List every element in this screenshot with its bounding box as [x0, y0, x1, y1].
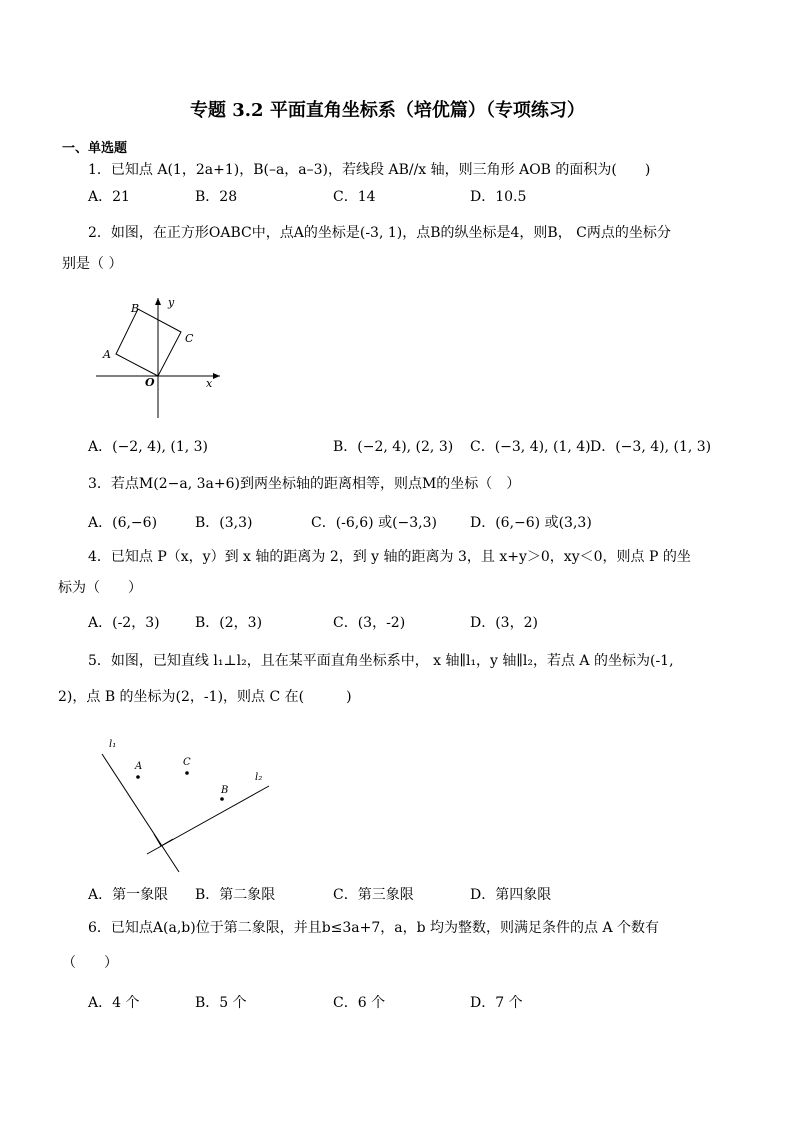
label-l2: l₂ — [255, 772, 263, 783]
q6-option-c[interactable]: C．6 个 — [333, 995, 386, 1011]
label-l1: l₁ — [109, 739, 117, 750]
question-3-text: 3．若点M(2−a, 3a+6)到两坐标轴的距离相等，则点M的坐标（ ） — [88, 476, 521, 492]
q2-option-d[interactable]: D．(−3, 4), (1, 3) — [590, 439, 712, 455]
q6-option-d[interactable]: D．7 个 — [470, 995, 523, 1011]
q3-option-d[interactable]: D．(6,−6) 或(3,3) — [470, 515, 592, 531]
q5-option-b[interactable]: B．第二象限 — [195, 887, 276, 903]
label-a: A — [103, 348, 111, 361]
q3-option-a[interactable]: A．(6,−6) — [88, 515, 158, 531]
question-6-line-2: （ ） — [62, 955, 118, 971]
q6-option-b[interactable]: B．5 个 — [195, 995, 247, 1011]
q4-option-c[interactable]: C．(3，-2) — [333, 615, 406, 631]
question-6-line-1: 6．已知点A(a,b)位于第二象限，并且b≤3a+7，a，b 均为整数，则满足条件的点 A 个数有 — [88, 920, 660, 936]
question-5-line-1: 5．如图，已知直线 l₁⊥l₂，且在某平面直角坐标系中， x 轴∥l₁，y 轴∥l₂，若点 A 的坐标为(-1, — [88, 653, 674, 669]
question-4-line-2: 标为（ ） — [58, 580, 142, 596]
q2-option-c[interactable]: C．(−3, 4), (1, 4) — [470, 439, 591, 455]
q1-option-c[interactable]: C．14 — [333, 189, 376, 205]
label-x-axis: x — [206, 377, 213, 390]
q3-option-b[interactable]: B．(3,3) — [195, 515, 253, 531]
q1-option-a[interactable]: A．21 — [88, 189, 130, 205]
q5-option-c[interactable]: C．第三象限 — [333, 887, 414, 903]
q5-option-d[interactable]: D．第四象限 — [470, 887, 552, 903]
label-point-a: A — [135, 761, 143, 772]
q1-option-b[interactable]: B．28 — [195, 189, 238, 205]
q4-option-b[interactable]: B．(2，3) — [195, 615, 263, 631]
question-2-line-2: 别是（ ） — [62, 256, 123, 272]
question-2-line-1: 2．如图，在正方形OABC中，点A的坐标是(-3, 1)，点B的纵坐标是4，则B， C两点的坐标分 — [88, 225, 671, 241]
q6-option-a[interactable]: A．4 个 — [88, 995, 140, 1011]
page-title: 专题 3.2 平面直角坐标系（培优篇）（专项练习） — [190, 100, 585, 121]
question-4-line-1: 4．已知点 P（x，y）到 x 轴的距离为 2，到 y 轴的距离为 3，且 x+y＞0，xy＜0，则点 P 的坐 — [88, 549, 691, 565]
label-b: B — [131, 302, 140, 315]
q4-option-d[interactable]: D．(3，2) — [470, 615, 538, 631]
q2-option-b[interactable]: B．(−2, 4), (2, 3) — [333, 439, 454, 455]
label-origin: O — [145, 376, 155, 389]
question-1-text: 1．已知点 A(1，2a+1)，B(–a，a–3)，若线段 AB//x 轴，则三角形 AOB 的面积为( ) — [88, 162, 651, 178]
square-figure — [90, 290, 230, 420]
q2-option-a[interactable]: A．(−2, 4), (1, 3) — [88, 439, 209, 455]
q3-option-c[interactable]: C．(-6,6) 或(−3,3) — [311, 515, 437, 531]
label-c: C — [185, 332, 194, 345]
label-point-c: C — [183, 757, 191, 768]
q5-option-a[interactable]: A．第一象限 — [88, 887, 169, 903]
label-point-b: B — [221, 785, 229, 796]
section-heading: 一、单选题 — [62, 141, 128, 156]
perpendicular-lines-figure — [95, 732, 285, 882]
q1-option-d[interactable]: D．10.5 — [470, 189, 527, 205]
question-5-line-2: 2)，点 B 的坐标为(2，-1)，则点 C 在( ) — [58, 689, 352, 705]
q4-option-a[interactable]: A．(-2，3) — [88, 615, 160, 631]
label-y-axis: y — [168, 296, 175, 309]
